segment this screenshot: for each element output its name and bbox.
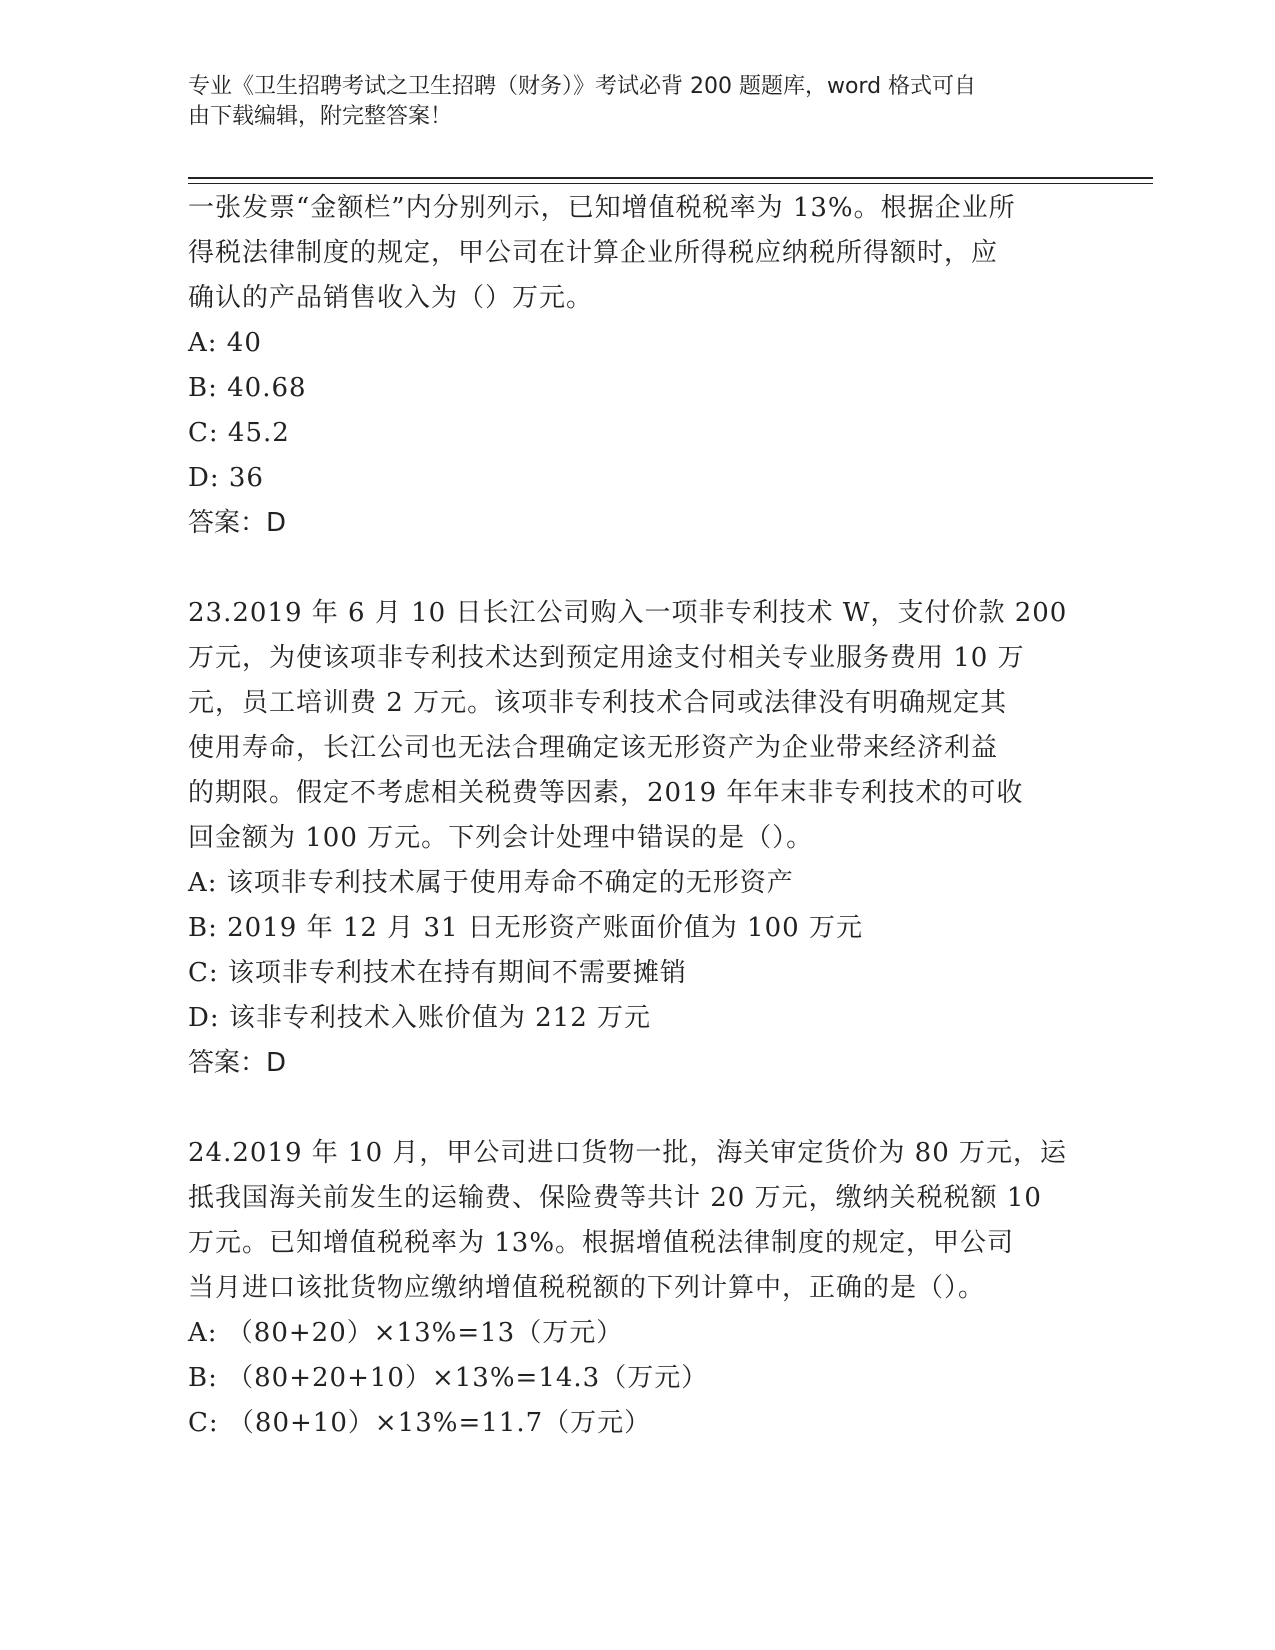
question-stem-line: 万元。已知增值税税率为 13%。根据增值税法律制度的规定，甲公司 (188, 1228, 1015, 1258)
option-c: C: 45.2 (188, 418, 290, 448)
question-stem-line: 的期限。假定不考虑相关税费等因素，2019 年年末非专利技术的可收 (188, 778, 1024, 808)
question-stem-line: 当月进口该批货物应缴纳增值税税额的下列计算中，正确的是（）。 (188, 1273, 986, 1303)
question-23 (188, 591, 1088, 1086)
question-stem-line: 得税法律制度的规定，甲公司在计算企业所得税应纳税所得额时，应 (188, 238, 999, 268)
question-stem-line: 抵我国海关前发生的运输费、保险费等共计 20 万元，缴纳关税税额 10 (188, 1183, 1042, 1213)
header-rule-thick (188, 177, 1153, 179)
option-b: B: 2019 年 12 月 31 日无形资产账面价值为 100 万元 (188, 913, 863, 943)
option-a: A: 该项非专利技术属于使用寿命不确定的无形资产 (188, 868, 794, 898)
option-a: A: 40 (188, 328, 262, 358)
question-22 (188, 186, 1088, 546)
header-rule-thin (188, 183, 1153, 184)
answer-label: 答案：D (188, 508, 287, 538)
question-stem-line: 一张发票“金额栏”内分别列示，已知增值税税率为 13%。根据企业所 (188, 193, 1016, 223)
spacer (188, 1086, 1088, 1131)
question-24 (188, 1131, 1088, 1446)
question-stem-line: 24.2019 年 10 月，甲公司进口货物一批，海关审定货价为 80 万元，运 (188, 1138, 1068, 1168)
question-stem-line: 23.2019 年 6 月 10 日长江公司购入一项非专利技术 W，支付价款 200 (188, 598, 1068, 628)
option-b: B: 40.68 (188, 373, 307, 403)
option-d: D: 36 (188, 463, 264, 493)
question-stem-line: 回金额为 100 万元。下列会计处理中错误的是（）。 (188, 823, 814, 853)
answer-label: 答案：D (188, 1048, 287, 1078)
option-c: C: 该项非专利技术在持有期间不需要摊销 (188, 958, 687, 988)
header-line-1: 专业《卫生招聘考试之卫生招聘（财务）》考试必背 200 题题库，word 格式可自 (188, 74, 977, 99)
option-b: B: （80+20+10）×13%=14.3（万元） (188, 1363, 709, 1393)
question-stem-line: 元，员工培训费 2 万元。该项非专利技术合同或法律没有明确规定其 (188, 688, 1008, 718)
question-stem-line: 万元，为使该项非专利技术达到预定用途支付相关专业服务费用 10 万 (188, 643, 1025, 673)
header-line-2: 由下载编辑，附完整答案！ (188, 104, 453, 129)
option-a: A: （80+20）×13%=13（万元） (188, 1318, 624, 1348)
document-header (188, 72, 1068, 132)
option-d: D: 该非专利技术入账价值为 212 万元 (188, 1003, 652, 1033)
question-stem-line: 使用寿命，长江公司也无法合理确定该无形资产为企业带来经济利益 (188, 733, 999, 763)
document-body (188, 186, 1088, 1446)
spacer (188, 546, 1088, 591)
option-c: C: （80+10）×13%=11.7（万元） (188, 1408, 652, 1438)
question-stem-line: 确认的产品销售收入为（）万元。 (188, 283, 594, 313)
